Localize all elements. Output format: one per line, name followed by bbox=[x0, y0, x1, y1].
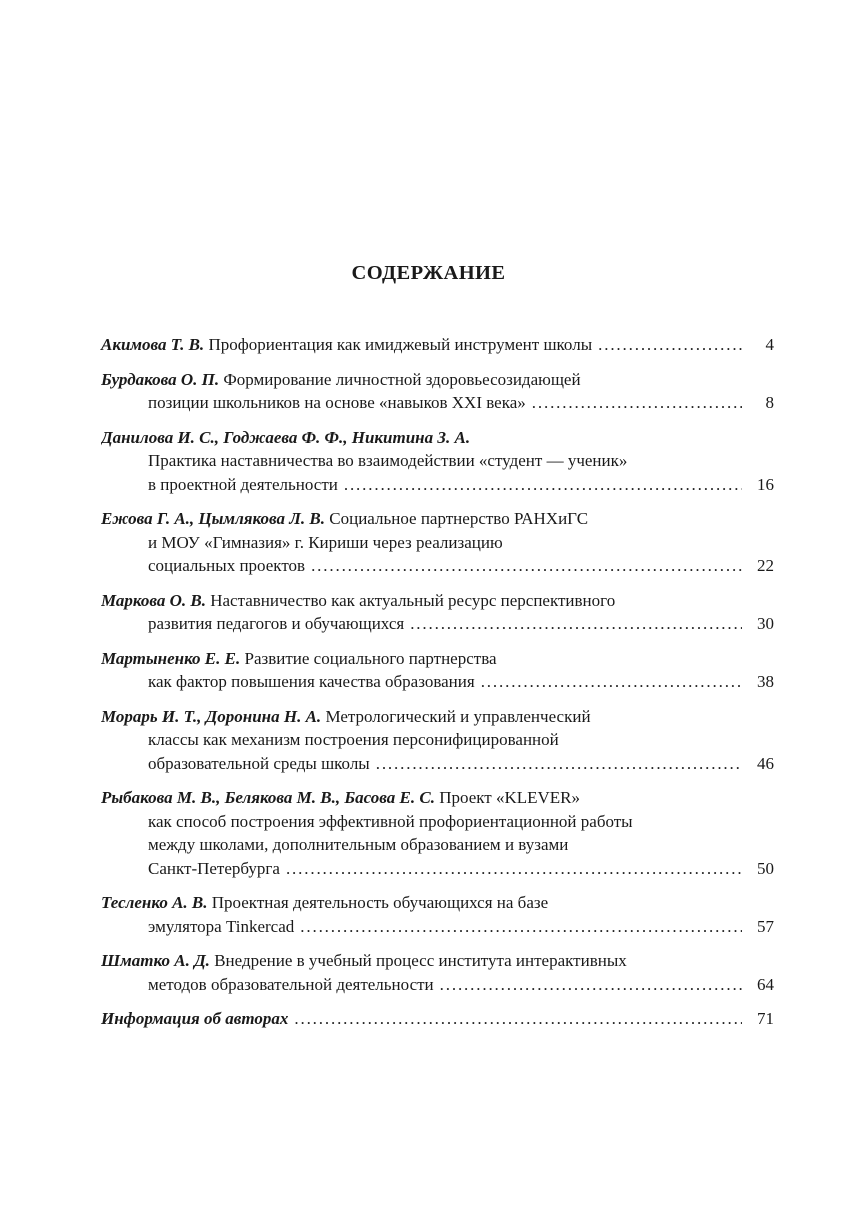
toc-entry-title: методов образовательной деятельности bbox=[148, 974, 434, 994]
toc-entry-authors: Бурдакова О. П. bbox=[101, 369, 220, 389]
toc-entry-page: 22 bbox=[757, 556, 774, 575]
toc-entry-line bbox=[101, 368, 774, 392]
toc-entry-line bbox=[101, 810, 774, 834]
toc-entry-line bbox=[101, 391, 774, 415]
toc-entry-title: Профориентация как имиджевый инструмент школы bbox=[208, 335, 593, 354]
toc-entry bbox=[101, 891, 774, 938]
page-title: СОДЕРЖАНИЕ bbox=[351, 262, 506, 284]
dot-leader bbox=[311, 554, 742, 578]
toc-entry-page: 38 bbox=[757, 672, 774, 691]
toc-entry-authors: Шматко А. Д. bbox=[101, 951, 210, 970]
toc-entry-title: Практика наставничества во взаимодействии «студент — ученик» bbox=[148, 451, 628, 470]
toc-entry-page: 4 bbox=[765, 335, 774, 354]
dot-leader bbox=[481, 670, 742, 694]
toc-entry-line bbox=[101, 752, 774, 776]
toc-entry-title: Формирование личностной здоровьесозидающей bbox=[223, 369, 581, 389]
toc-entry-page: 8 bbox=[765, 393, 774, 412]
dot-leader bbox=[532, 391, 742, 415]
toc-entry-line bbox=[101, 647, 774, 671]
toc-entry-title: и МОУ «Гимназия» г. Кириши через реализацию bbox=[148, 532, 503, 552]
toc-entry bbox=[101, 333, 774, 357]
toc-entry-line bbox=[101, 833, 774, 857]
toc-entry bbox=[101, 589, 774, 636]
toc-entry-line bbox=[101, 705, 774, 729]
dot-leader bbox=[376, 752, 742, 776]
toc-entry-line bbox=[101, 670, 774, 694]
dot-leader bbox=[286, 857, 742, 881]
toc-entry-title: как способ построения эффективной профориентационной работы bbox=[148, 811, 633, 831]
dot-leader bbox=[344, 473, 742, 497]
toc-entry-title: эмулятора Tinkercad bbox=[148, 916, 295, 936]
dot-leader bbox=[294, 1007, 742, 1031]
toc-entry-line bbox=[101, 786, 774, 810]
toc-entry-authors: Тесленко А. В. bbox=[101, 893, 208, 912]
toc-entry bbox=[101, 786, 774, 880]
toc-entry-page: 64 bbox=[757, 974, 774, 994]
dot-leader bbox=[440, 973, 742, 997]
toc-entry-title: Метрологический и управленческий bbox=[325, 706, 591, 726]
toc-entry-line bbox=[101, 426, 774, 450]
dot-leader bbox=[300, 915, 742, 939]
toc-entry-title: между школами, дополнительным образованием и вузами bbox=[148, 835, 569, 854]
toc-entry-line bbox=[101, 728, 774, 752]
toc-entry-line bbox=[101, 507, 774, 531]
toc-entry-title: позиции школьников на основе «навыков XXI века» bbox=[148, 393, 526, 412]
toc-entry-page: 71 bbox=[757, 1009, 774, 1028]
toc-entry-line bbox=[101, 589, 774, 613]
toc-entry-line bbox=[101, 949, 774, 973]
toc-entry bbox=[101, 647, 774, 694]
toc-entry-title: Санкт-Петербурга bbox=[148, 858, 280, 878]
toc-entry-line bbox=[101, 449, 774, 473]
toc-entry-page: 46 bbox=[757, 753, 774, 773]
toc-entry-title: Развитие социального партнерства bbox=[244, 648, 497, 668]
toc-entry-title: Внедрение в учебный процесс института интерактивных bbox=[214, 951, 627, 970]
toc-entry-line bbox=[101, 531, 774, 555]
toc-entry-line bbox=[101, 891, 774, 915]
toc-entry-line bbox=[101, 1007, 774, 1031]
toc-entry-line bbox=[101, 915, 774, 939]
toc-entry-line bbox=[101, 333, 774, 357]
toc-entry-title: в проектной деятельности bbox=[148, 474, 338, 494]
toc-entry-title: Социальное партнерство РАНХиГС bbox=[329, 509, 589, 528]
toc-entry-authors: Маркова О. В. bbox=[101, 590, 206, 610]
toc-entry-line bbox=[101, 473, 774, 497]
toc-entry-title: развития педагогов и обучающихся bbox=[148, 614, 405, 633]
toc-entry-line bbox=[101, 612, 774, 636]
toc-entry-title: Информация об авторах bbox=[101, 1009, 289, 1028]
toc-entry-line bbox=[101, 973, 774, 997]
toc-entry-authors: Рыбакова М. В., Белякова М. В., Басова Е. С. bbox=[101, 788, 435, 807]
toc-entry bbox=[101, 705, 774, 776]
toc-entry bbox=[101, 507, 774, 578]
table-of-contents bbox=[101, 333, 774, 1042]
toc-entry-title: Наставничество как актуальный ресурс перспективного bbox=[210, 590, 616, 610]
toc-entry-line bbox=[101, 554, 774, 578]
toc-entry-line bbox=[101, 857, 774, 881]
toc-entry-authors: Ежова Г. А., Цымлякова Л. В. bbox=[101, 509, 326, 528]
toc-entry-title: Проектная деятельность обучающихся на базе bbox=[211, 893, 549, 912]
dot-leader bbox=[410, 612, 742, 636]
toc-entry-title: образовательной среды школы bbox=[148, 753, 370, 773]
toc-entry-page: 16 bbox=[757, 474, 774, 494]
toc-entry-title: как фактор повышения качества образования bbox=[148, 672, 475, 691]
toc-entry-authors: Мартыненко Е. Е. bbox=[101, 648, 241, 668]
toc-entry-authors: Морарь И. Т., Доронина Н. А. bbox=[101, 706, 322, 726]
toc-entry-page: 50 bbox=[757, 858, 774, 878]
toc-entry bbox=[101, 368, 774, 415]
toc-entry-title: социальных проектов bbox=[148, 556, 306, 575]
dot-leader bbox=[598, 333, 742, 357]
toc-entry bbox=[101, 426, 774, 497]
toc-entry-title: классы как механизм построения персонифицированной bbox=[148, 730, 559, 749]
toc-entry-authors-info bbox=[101, 1007, 774, 1031]
toc-entry bbox=[101, 949, 774, 996]
toc-entry-title: Проект «KLEVER» bbox=[439, 788, 580, 807]
toc-entry-page: 30 bbox=[757, 614, 774, 633]
toc-entry-authors: Данилова И. С., Годжаева Ф. Ф., Никитина З. А. bbox=[101, 427, 471, 447]
toc-entry-authors: Акимова Т. В. bbox=[101, 335, 205, 354]
toc-entry-page: 57 bbox=[757, 916, 774, 936]
